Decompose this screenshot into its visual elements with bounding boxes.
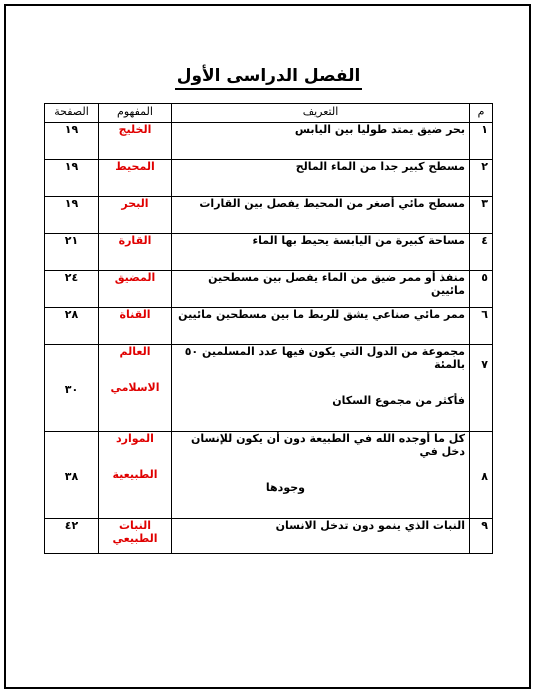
row-page: ١٩ bbox=[45, 197, 99, 234]
row-concept: البحر bbox=[99, 197, 172, 234]
row-page: ١٩ bbox=[45, 123, 99, 160]
row-number-text: ٨ bbox=[481, 470, 488, 483]
row-page-text: ٣٠ bbox=[64, 383, 79, 396]
page-title bbox=[0, 66, 537, 86]
row-definition: منفذ أو ممر ضيق من الماء يفصل بين مسطحين مائيين bbox=[172, 271, 470, 308]
row-number-text: ٧ bbox=[481, 358, 488, 371]
row-definition bbox=[172, 345, 470, 432]
table-row bbox=[45, 123, 493, 160]
row-concept: القناة bbox=[99, 308, 172, 345]
row-number bbox=[470, 345, 493, 432]
row-definition: النبات الذي ينمو دون تدخل الانسان bbox=[172, 519, 470, 554]
table-row bbox=[45, 197, 493, 234]
row-number: ٩ bbox=[470, 519, 493, 554]
table-header-row bbox=[45, 104, 493, 123]
header-definition: التعريف bbox=[172, 104, 470, 123]
row-page: ٤٢ bbox=[45, 519, 99, 554]
row-page-text: ٣٨ bbox=[64, 470, 79, 483]
row-concept: القارة bbox=[99, 234, 172, 271]
row-definition-line: وجودها bbox=[265, 481, 305, 494]
row-definition-line: فأكثر من مجموع السكان bbox=[332, 394, 465, 407]
row-concept: المحيط bbox=[99, 160, 172, 197]
row-number: ٤ bbox=[470, 234, 493, 271]
row-concept bbox=[99, 345, 172, 432]
header-num: م bbox=[470, 104, 493, 123]
row-concept: النبات الطبيعي bbox=[99, 519, 172, 554]
row-definition: مسطح مائي أصغر من المحيط يفصل بين القارات bbox=[172, 197, 470, 234]
row-page bbox=[45, 432, 99, 519]
row-definition-line: مجموعة من الدول التي يكون فيها عدد المسلمين ٥٠ بالمئة bbox=[184, 345, 465, 371]
row-number: ٥ bbox=[470, 271, 493, 308]
row-definition: ممر مائي صناعي يشق للربط ما بين مسطحين مائيين bbox=[172, 308, 470, 345]
row-concept: المضيق bbox=[99, 271, 172, 308]
row-number: ٣ bbox=[470, 197, 493, 234]
table-row bbox=[45, 160, 493, 197]
table-row bbox=[45, 432, 493, 519]
table-row bbox=[45, 519, 493, 554]
row-page: ٢١ bbox=[45, 234, 99, 271]
row-page: ٢٨ bbox=[45, 308, 99, 345]
table-row bbox=[45, 308, 493, 345]
table-row bbox=[45, 234, 493, 271]
row-concept bbox=[99, 432, 172, 519]
table-row bbox=[45, 345, 493, 432]
row-definition-line: كل ما أوجده الله في الطبيعة دون أن يكون للإنسان دخل في bbox=[190, 432, 465, 458]
row-concept-line: العالم bbox=[119, 345, 151, 358]
row-definition bbox=[172, 432, 470, 519]
row-page bbox=[45, 345, 99, 432]
row-page: ٢٤ bbox=[45, 271, 99, 308]
row-concept: الخليج bbox=[99, 123, 172, 160]
row-page: ١٩ bbox=[45, 160, 99, 197]
row-concept-line: الموارد bbox=[116, 432, 154, 445]
concepts-table bbox=[44, 103, 493, 554]
row-number: ٢ bbox=[470, 160, 493, 197]
header-page: الصفحة bbox=[45, 104, 99, 123]
row-number: ٦ bbox=[470, 308, 493, 345]
row-definition: مساحة كبيرة من اليابسة يحيط بها الماء bbox=[172, 234, 470, 271]
row-definition: بحر ضيق يمتد طوليا بين اليابس bbox=[172, 123, 470, 160]
row-number: ١ bbox=[470, 123, 493, 160]
header-concept: المفهوم bbox=[99, 104, 172, 123]
row-concept-line: الاسلامي bbox=[110, 381, 160, 394]
row-definition: مسطح كبير جدا من الماء المالح bbox=[172, 160, 470, 197]
row-concept-line: الطبيعية bbox=[112, 468, 158, 481]
row-number bbox=[470, 432, 493, 519]
table-row bbox=[45, 271, 493, 308]
page-title-text: الفصل الدراسى الأول bbox=[175, 66, 363, 90]
